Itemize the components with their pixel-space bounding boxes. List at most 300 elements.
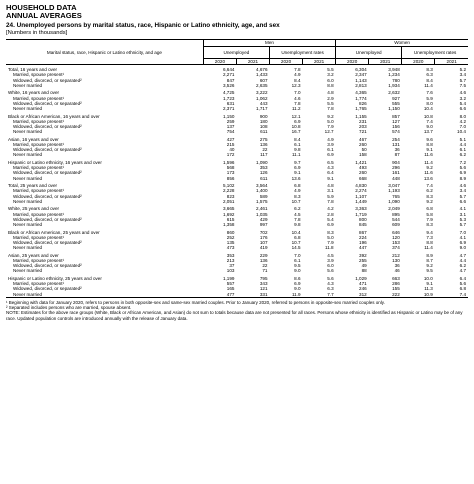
- row-label: Married, spouse present¹: [13, 211, 65, 217]
- row-label: Widowed, divorced, or separated²: [13, 170, 82, 176]
- table-cell: 10.8: [423, 113, 433, 119]
- table-cell: 5.1: [459, 136, 466, 142]
- table-cell: 1,150: [388, 106, 400, 112]
- table-cell: 5.8: [426, 211, 433, 217]
- table-cell: 467: [359, 136, 367, 142]
- year-header: 2020: [336, 58, 369, 64]
- table-cell: 1,358: [222, 222, 235, 228]
- table-cell: 4.4: [459, 258, 466, 264]
- table-cell: 615: [226, 216, 235, 222]
- table-cell: 3.4: [459, 188, 466, 194]
- table-cell: 11.2: [291, 106, 301, 112]
- table-cell: 40: [229, 147, 235, 153]
- table-cell: 137: [226, 124, 235, 130]
- table-cell: 10.4: [291, 229, 301, 235]
- row-label: Never married: [13, 129, 43, 135]
- table-cell: 6.1: [459, 147, 466, 153]
- row-label: Widowed, divorced, or separated²: [13, 124, 82, 130]
- table-cell: 3,047: [388, 183, 400, 189]
- table-cell: 856: [226, 175, 235, 181]
- table-cell: 126: [259, 170, 268, 176]
- table-cell: 1,150: [222, 113, 235, 119]
- table-cell: 103: [226, 268, 235, 274]
- table-cell: 4.7: [459, 268, 466, 274]
- table-cell: 6.3: [426, 72, 433, 78]
- table-cell: 107: [259, 240, 268, 246]
- table-cell: 1,143: [355, 77, 367, 83]
- row-label: Black or African American, 16 years and over: [8, 113, 100, 119]
- table-cell: 721: [359, 129, 367, 135]
- table-cell: 8.4: [294, 136, 301, 142]
- table-cell: 153: [392, 240, 400, 246]
- table-cell: 161: [392, 170, 400, 176]
- table-cell: 252: [226, 234, 235, 240]
- year-header: 2021: [303, 58, 336, 64]
- table-cell: 2,347: [355, 72, 367, 78]
- row-label: Widowed, divorced, or separated²: [13, 193, 82, 199]
- table-cell: 6.2: [294, 206, 301, 212]
- table-cell: 895: [392, 211, 400, 217]
- footnotes: [6, 300, 468, 321]
- table-cell: 5.7: [459, 77, 466, 83]
- table-cell: 3.1: [459, 211, 466, 217]
- table-cell: 702: [259, 229, 268, 235]
- table-cell: 180: [259, 118, 268, 124]
- row-label: Never married: [13, 291, 43, 297]
- table-cell: 9.0: [294, 268, 301, 274]
- footnote-1: ¹ Beginning with data for January 2020, refers to persons in both opposite-sex and same-sex married couples. Prior to January 2020, referred to persons in opposite-sex married couples only.: [6, 299, 385, 305]
- row-label: Never married: [13, 106, 43, 112]
- table-cell: 4.5: [327, 252, 334, 258]
- table-cell: 12.7: [324, 129, 334, 135]
- table-cell: 4,725: [222, 90, 235, 96]
- table-cell: 353: [226, 252, 235, 258]
- table-cell: 900: [259, 113, 268, 119]
- table-cell: 172: [226, 152, 235, 158]
- table-cell: 1,433: [256, 72, 268, 78]
- table-cell: 4.1: [459, 234, 466, 240]
- table-cell: 7.8: [327, 198, 334, 204]
- table-cell: 1,596: [222, 160, 235, 166]
- table-cell: 429: [259, 216, 268, 222]
- table-cell: 419: [259, 245, 268, 251]
- row-label: Married, spouse present¹: [13, 188, 65, 194]
- table-cell: 4.8: [327, 183, 334, 189]
- table-cell: 13.7: [423, 129, 433, 135]
- table-cell: 136: [259, 142, 268, 148]
- table-cell: 16.7: [291, 129, 301, 135]
- table-cell: 6.0: [327, 77, 334, 83]
- table-cell: 10.8: [291, 124, 301, 130]
- units-note: [Numbers in thousands]: [6, 29, 68, 36]
- men-header: Men: [203, 40, 335, 46]
- table-cell: 155: [392, 286, 400, 292]
- table-cell: 9.8: [294, 147, 301, 153]
- table-cell: 14.5: [291, 245, 301, 251]
- table-cell: 10.4: [457, 129, 466, 135]
- table-cell: 2.8: [327, 211, 334, 217]
- table-cell: 631: [226, 100, 235, 106]
- table-cell: 1,029: [355, 276, 367, 282]
- table-cell: 173: [226, 170, 235, 176]
- table-cell: 3,665: [222, 206, 235, 212]
- table-bottom-rule: [6, 297, 468, 298]
- table-cell: 9.4: [426, 229, 433, 235]
- men-unemployed-header: Unemployed: [203, 46, 269, 58]
- table-cell: 8.3: [327, 229, 334, 235]
- table-cell: 754: [226, 129, 235, 135]
- table-cell: 49: [361, 263, 367, 269]
- table-cell: 275: [259, 136, 268, 142]
- table-cell: 4,676: [256, 67, 268, 73]
- table-cell: 10.4: [423, 106, 433, 112]
- table-cell: 4.9: [294, 188, 301, 194]
- table-cell: 9.7: [294, 160, 301, 166]
- table-cell: 224: [359, 234, 367, 240]
- table-cell: 8.4: [426, 77, 433, 83]
- year-header: 2021: [236, 58, 269, 64]
- table-cell: 165: [226, 286, 235, 292]
- table-cell: 5,102: [222, 183, 235, 189]
- table-cell: 860: [226, 229, 235, 235]
- table-cell: 7.0: [294, 252, 301, 258]
- table-cell: 473: [226, 245, 235, 251]
- table-cell: 246: [359, 286, 367, 292]
- table-cell: 5.5: [327, 100, 334, 106]
- row-label: Total, 25 years and over: [8, 183, 58, 189]
- table-cell: 7.2: [459, 160, 466, 166]
- table-cell: 5.3: [459, 216, 466, 222]
- table-cell: 7.4: [426, 183, 433, 189]
- table-cell: 6.9: [294, 165, 301, 171]
- table-cell: 260: [359, 170, 367, 176]
- row-label: Asian, 16 years and over: [8, 136, 59, 142]
- table-cell: 50: [361, 147, 367, 153]
- table-cell: 4.1: [459, 206, 466, 212]
- year-header: 2021: [369, 58, 402, 64]
- table-cell: 3.1: [327, 188, 334, 194]
- data-table: [6, 39, 468, 297]
- row-label: White, 25 years and over: [8, 206, 60, 212]
- table-cell: 9.5: [426, 268, 433, 274]
- table-cell: 222: [392, 291, 400, 297]
- table-cell: 392: [359, 252, 367, 258]
- table-cell: 1,107: [355, 193, 367, 199]
- table-cell: 568: [226, 165, 235, 171]
- table-cell: 427: [226, 136, 235, 142]
- table-cell: 6.9: [459, 240, 466, 246]
- table-cell: 5.4: [459, 100, 466, 106]
- table-cell: 5.6: [459, 165, 466, 171]
- women-unemployed-header: Unemployed: [336, 46, 402, 58]
- table-cell: 4.3: [327, 281, 334, 287]
- table-cell: 127: [392, 118, 400, 124]
- table-cell: 800: [359, 216, 367, 222]
- table-cell: 6.5: [327, 160, 334, 166]
- table-cell: 1,765: [355, 106, 367, 112]
- table-cell: 1,062: [256, 95, 268, 101]
- table-cell: 443: [259, 100, 268, 106]
- table-cell: 11.4: [424, 82, 433, 88]
- table-cell: 136: [259, 258, 268, 264]
- table-cell: 6.1: [327, 147, 334, 153]
- table-cell: 8.0: [459, 113, 466, 119]
- row-label: Married, spouse present¹: [13, 118, 65, 124]
- table-cell: 3.2: [459, 95, 466, 101]
- table-cell: 6.8: [426, 206, 433, 212]
- table-cell: 867: [359, 229, 367, 235]
- women-rate-header: Unemployment rates: [402, 46, 468, 58]
- table-cell: 9.1: [327, 175, 334, 181]
- table-cell: 8.9: [459, 175, 466, 181]
- table-cell: 4.6: [459, 183, 466, 189]
- table-cell: 6.6: [459, 198, 466, 204]
- table-cell: 296: [392, 165, 400, 171]
- table-cell: 2,271: [222, 72, 235, 78]
- row-label: Widowed, divorced, or separated²: [13, 240, 82, 246]
- table-cell: 471: [359, 281, 367, 287]
- table-cell: 5.4: [327, 216, 334, 222]
- table-cell: 3,564: [256, 183, 268, 189]
- table-cell: 3,222: [256, 90, 268, 96]
- table-cell: 611: [260, 129, 268, 135]
- table-cell: 6.8: [294, 183, 301, 189]
- table-cell: 1,421: [355, 160, 367, 166]
- table-cell: 13.6: [423, 175, 433, 181]
- table-cell: 5.9: [327, 193, 334, 199]
- table-cell: 11.4: [424, 245, 433, 251]
- table-cell: 87: [394, 152, 400, 158]
- table-cell: 1,035: [256, 211, 268, 217]
- table-cell: 10.7: [291, 240, 301, 246]
- table-cell: 6.8: [459, 286, 466, 292]
- table-cell: 1,193: [388, 188, 400, 194]
- table-cell: 11.4: [424, 160, 433, 166]
- women-header: Women: [336, 40, 468, 46]
- table-cell: 9.1: [294, 170, 301, 176]
- table-cell: 6,304: [355, 67, 367, 73]
- table-cell: 2,051: [222, 198, 235, 204]
- table-cell: 7.9: [327, 124, 334, 130]
- table-cell: 9.1: [426, 281, 433, 287]
- table-cell: 2,632: [388, 90, 400, 96]
- table-cell: 826: [359, 100, 367, 106]
- table-cell: 135: [226, 240, 235, 246]
- table-cell: 4.4: [459, 142, 466, 148]
- table-cell: 10.0: [423, 276, 433, 282]
- row-label: Married, spouse present¹: [13, 281, 65, 287]
- table-cell: 7.7: [327, 291, 334, 297]
- table-cell: 11.6: [424, 152, 433, 158]
- table-cell: 493: [359, 165, 367, 171]
- table-cell: 668: [359, 175, 367, 181]
- table-cell: 4.6: [294, 95, 301, 101]
- table-cell: 9.2: [426, 263, 433, 269]
- table-cell: 3.2: [327, 72, 334, 78]
- table-cell: 6.9: [294, 281, 301, 287]
- table-cell: 847: [226, 77, 235, 83]
- table-cell: 4.7: [459, 252, 466, 258]
- table-cell: 286: [392, 281, 400, 287]
- table-cell: 5.0: [327, 118, 334, 124]
- table-cell: 6.8: [294, 234, 301, 240]
- table-cell: 574: [392, 129, 400, 135]
- table-cell: 6.9: [327, 222, 334, 228]
- table-cell: 8.3: [426, 193, 433, 199]
- table-cell: 9.2: [327, 113, 334, 119]
- stub-header: Marital status, race, Hispanic or Latino ethnicity, and age: [6, 40, 203, 64]
- row-label: White, 16 years and over: [8, 90, 60, 96]
- table-cell: 260: [359, 142, 367, 148]
- table-cell: 904: [392, 160, 400, 166]
- table-cell: 9.6: [426, 136, 433, 142]
- table-cell: 6.2: [459, 152, 466, 158]
- table-cell: 845: [359, 222, 367, 228]
- table-cell: 7.4: [426, 118, 433, 124]
- table-cell: 36: [394, 263, 400, 269]
- row-label: Married, spouse present¹: [13, 234, 65, 240]
- table-cell: 8.9: [426, 252, 433, 258]
- row-label: Married, spouse present¹: [13, 165, 65, 171]
- table-cell: 4.5: [294, 211, 301, 217]
- table-cell: 3.4: [459, 72, 466, 78]
- table-cell: 353: [259, 165, 268, 171]
- table-cell: 765: [392, 193, 400, 199]
- table-cell: 12.1: [291, 113, 301, 119]
- table-cell: 7.0: [294, 90, 301, 96]
- table-cell: 8.8: [426, 240, 433, 246]
- table-cell: 3,948: [388, 67, 400, 73]
- table-cell: 1,934: [388, 82, 400, 88]
- table-cell: 2,635: [256, 82, 268, 88]
- table-cell: 22: [262, 147, 268, 153]
- table-cell: 7.8: [327, 106, 334, 112]
- table-cell: 37: [229, 263, 235, 269]
- table-cell: 1,717: [256, 106, 268, 112]
- table-cell: 823: [226, 193, 235, 199]
- table-cell: 646: [392, 229, 400, 235]
- table-cell: 2,049: [388, 206, 400, 212]
- table-cell: 611: [260, 175, 268, 181]
- table-cell: 795: [259, 276, 268, 282]
- table-cell: 10.9: [423, 291, 433, 297]
- row-label: Widowed, divorced, or separated²: [13, 77, 82, 83]
- table-cell: 117: [260, 152, 268, 158]
- table-cell: 609: [392, 222, 400, 228]
- table-cell: 927: [392, 95, 400, 101]
- table-cell: 203: [359, 124, 367, 130]
- table-cell: 156: [392, 124, 400, 130]
- table-cell: 4.2: [459, 118, 466, 124]
- table-cell: 8.8: [327, 82, 334, 88]
- table-cell: 3.9: [327, 258, 334, 264]
- row-label: Widowed, divorced, or separated²: [13, 263, 82, 269]
- men-rate-header: Unemployment rates: [270, 46, 336, 58]
- table-cell: 11.8: [325, 245, 334, 251]
- table-cell: 8.8: [426, 142, 433, 148]
- table-cell: 213: [226, 258, 235, 264]
- table-cell: 9.1: [426, 147, 433, 153]
- table-cell: 1,774: [355, 95, 367, 101]
- table-cell: 312: [359, 291, 367, 297]
- table-cell: 4.8: [327, 90, 334, 96]
- table-cell: 1,199: [222, 276, 235, 282]
- row-label: Widowed, divorced, or separated²: [13, 216, 82, 222]
- table-body: [6, 64, 468, 297]
- table-cell: 6.3: [327, 286, 334, 292]
- table-cell: 5.7: [459, 193, 466, 199]
- table-cell: 6.1: [294, 258, 301, 264]
- row-label: Never married: [13, 245, 43, 251]
- footnote-2: ² Separated includes persons who are married, spouse absent.: [6, 305, 132, 311]
- table-cell: 231: [359, 118, 367, 124]
- table-cell: 9.0: [426, 124, 433, 130]
- table-cell: 8.3: [294, 193, 301, 199]
- table-cell: 6.9: [327, 152, 334, 158]
- table-cell: 36: [394, 147, 400, 153]
- table-cell: 6.6: [459, 106, 466, 112]
- table-cell: 780: [392, 77, 400, 83]
- table-cell: 10.7: [291, 198, 301, 204]
- row-label: Married, spouse present¹: [13, 95, 65, 101]
- row-label: Widowed, divorced, or separated²: [13, 147, 82, 153]
- table-cell: 7.9: [426, 216, 433, 222]
- table-cell: 7.6: [426, 90, 433, 96]
- table-cell: 4.9: [294, 72, 301, 78]
- table-cell: 477: [226, 291, 235, 297]
- table-cell: 88: [361, 268, 367, 274]
- table-cell: 555: [392, 100, 400, 106]
- table-cell: 8.4: [294, 77, 301, 83]
- year-header: 2020: [402, 58, 435, 64]
- table-cell: 2,371: [222, 106, 235, 112]
- table-cell: 13.6: [291, 175, 301, 181]
- table-cell: 8.0: [426, 100, 433, 106]
- table-cell: 374: [392, 245, 400, 251]
- row-label: Widowed, divorced, or separated²: [13, 286, 82, 292]
- row-label: Married, spouse present¹: [13, 72, 65, 78]
- table-cell: 130: [392, 258, 400, 264]
- table-cell: 4,830: [355, 183, 367, 189]
- table-cell: 4.9: [327, 136, 334, 142]
- header-line2: ANNUAL AVERAGES: [6, 11, 82, 21]
- table-cell: 7.8: [294, 100, 301, 106]
- table-cell: 108: [259, 124, 268, 130]
- table-cell: 2,813: [355, 82, 367, 88]
- table-cell: 1,400: [256, 188, 268, 194]
- table-cell: 2.9: [327, 95, 334, 101]
- table-cell: 1,090: [256, 160, 268, 166]
- table-cell: 212: [392, 252, 400, 258]
- table-cell: 4.6: [459, 90, 466, 96]
- table-cell: 8.6: [294, 276, 301, 282]
- table-cell: 7.8: [294, 216, 301, 222]
- table-cell: 1,719: [355, 211, 367, 217]
- table-cell: 544: [392, 216, 400, 222]
- row-label: Hispanic or Latino ethnicity, 25 years and over: [8, 276, 102, 282]
- table-cell: 3,526: [222, 82, 235, 88]
- header-line1: HOUSEHOLD DATA: [6, 3, 77, 12]
- row-label: Never married: [13, 198, 43, 204]
- table-cell: 7.0: [459, 229, 466, 235]
- table-cell: 6.0: [327, 263, 334, 269]
- table-cell: 6.9: [294, 118, 301, 124]
- table-cell: 7.4: [459, 291, 466, 297]
- table-cell: 857: [392, 113, 400, 119]
- table-cell: 1,155: [355, 113, 367, 119]
- table-title: 24. Unemployed persons by marital status, race, Hispanic or Latino ethnicity, age, and sex: [6, 21, 280, 29]
- table-cell: 5.6: [459, 281, 466, 287]
